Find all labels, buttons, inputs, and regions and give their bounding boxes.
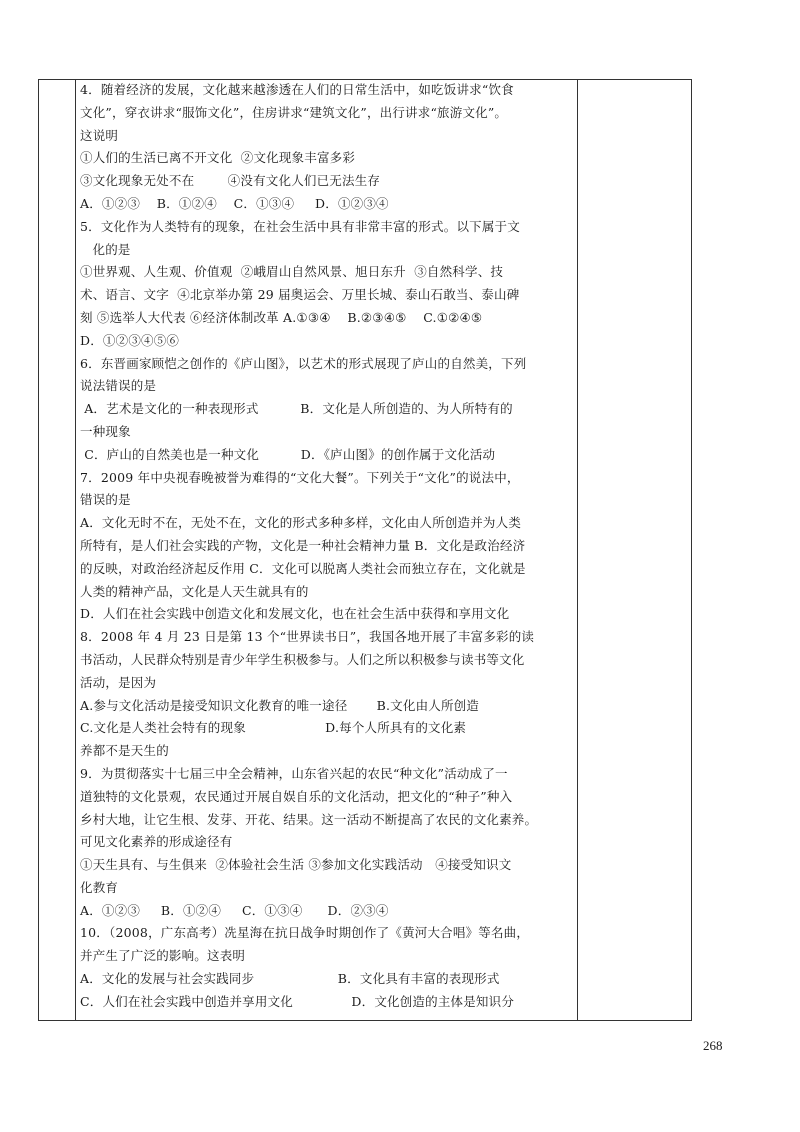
- text-line: D．①②③④⑤⑥: [80, 332, 180, 348]
- text-line: 并产生了广泛的影响。这表明: [80, 948, 246, 964]
- text-line: 10．（2008，广东高考）冼星海在抗日战争时期创作了《黄河大合唱》等名曲，: [80, 925, 530, 941]
- text-line: 活动，是因为: [80, 674, 157, 690]
- text-line: 错误的是: [80, 492, 131, 508]
- text-line: C.文化是人类社会特有的现象 D.每个人所具有的文化素: [80, 720, 467, 736]
- text-line: C．庐山的自然美也是一种文化 D．《庐山图》的创作属于文化活动: [80, 446, 496, 462]
- text-line: 可见文化素养的形成途径有: [80, 834, 233, 850]
- text-line: A.参与文化活动是接受知识文化教育的唯一途径 B.文化由人所创造: [80, 697, 480, 713]
- text-line: 刻 ⑤选举人大代表 ⑥经济体制改革 A.①③④ B.②③④⑤ C.①②④⑤: [80, 309, 483, 325]
- text-line: 化的是: [80, 241, 131, 257]
- text-line: 这说明: [80, 127, 119, 143]
- text-line: 书活动，人民群众特别是青少年学生积极参与。人们之所以积极参与读书等文化: [80, 651, 525, 667]
- text-line: 一种现象: [80, 423, 131, 439]
- text-line: ①世界观、人生观、价值观 ②峨眉山自然风景、旭日东升 ③自然科学、技: [80, 264, 504, 280]
- page-number: 268: [703, 1038, 723, 1053]
- text-line: A．文化无时不在，无处不在，文化的形式多种多样，文化由人所创造并为人类: [80, 515, 522, 531]
- text-line: 8．2008 年 4 月 23 日是第 13 个“世界读书日”，我国各地开展了丰富多彩的读: [80, 629, 535, 645]
- text-line: 5．文化作为人类特有的现象，在社会生活中具有非常丰富的形式。以下属于文: [80, 218, 520, 234]
- text-line: 道独特的文化景观，农民通过开展自娱自乐的文化活动，把文化的“种子”种入: [80, 788, 513, 804]
- text-line: 人类的精神产品，文化是人天生就具有的: [80, 583, 309, 599]
- text-line: 的反映，对政治经济起反作用 C．文化可以脱离人类社会而独立存在，文化就是: [80, 560, 526, 576]
- table-divider-left: [75, 80, 76, 1020]
- text-line: 9．为贯彻落实十七届三中全会精神，山东省兴起的农民“种文化”活动成了一: [80, 765, 508, 781]
- text-line: 养都不是天生的: [80, 743, 169, 759]
- text-line: 所特有，是人们社会实践的产物，文化是一种社会精神力量 B．文化是政治经济: [80, 537, 526, 553]
- text-line: 7．2009 年中央视春晚被誉为难得的“文化大餐”。下列关于“文化”的说法中，: [80, 469, 520, 485]
- text-line: ①天生具有、与生俱来 ②体验社会生活 ③参加文化实践活动 ④接受知识文: [80, 857, 512, 873]
- text-line: 术、语言、文字 ④北京举办第 29 届奥运会、万里长城、泰山石敢当、泰山碑: [80, 287, 520, 303]
- text-line: A．①②③ B．①②④ C．①③④ D．①②③④: [80, 195, 389, 211]
- text-line: 文化”，穿衣讲求“服饰文化”，住房讲求“建筑文化”，出行讲求“旅游文化”。: [80, 104, 508, 120]
- text-line: 4．随着经济的发展，文化越来越渗透在人们的日常生活中，如吃饭讲求“饮食: [80, 82, 514, 97]
- text-line: 化教育: [80, 879, 119, 895]
- text-line: D．人们在社会实践中创造文化和发展文化，也在社会生活中获得和享用文化: [80, 606, 510, 622]
- text-line: ①人们的生活已离不开文化 ②文化现象丰富多彩: [80, 150, 356, 166]
- text-line: 乡村大地，让它生根、发芽、开花、结果。这一活动不断提高了农民的文化素养。: [80, 811, 538, 827]
- text-line: ③文化现象无处不在 ④没有文化人们已无法生存: [80, 173, 381, 189]
- text-line: A．①②③ B．①②④ C．①③④ D．②③④: [80, 902, 389, 918]
- text-line: A．文化的发展与社会实践同步 B．文化具有丰富的表现形式: [80, 971, 500, 987]
- text-line: 说法错误的是: [80, 378, 157, 394]
- text-line: A．艺术是文化的一种表现形式 B．文化是人所创造的、为人所特有的: [80, 401, 513, 417]
- text-line: 6．东晋画家顾恺之创作的《庐山图》，以艺术的形式展现了庐山的自然美，下列: [80, 355, 527, 371]
- text-line: C．人们在社会实践中创造并享用文化 D．文化创造的主体是知识分: [80, 993, 515, 1009]
- question-content: [80, 79, 580, 1014]
